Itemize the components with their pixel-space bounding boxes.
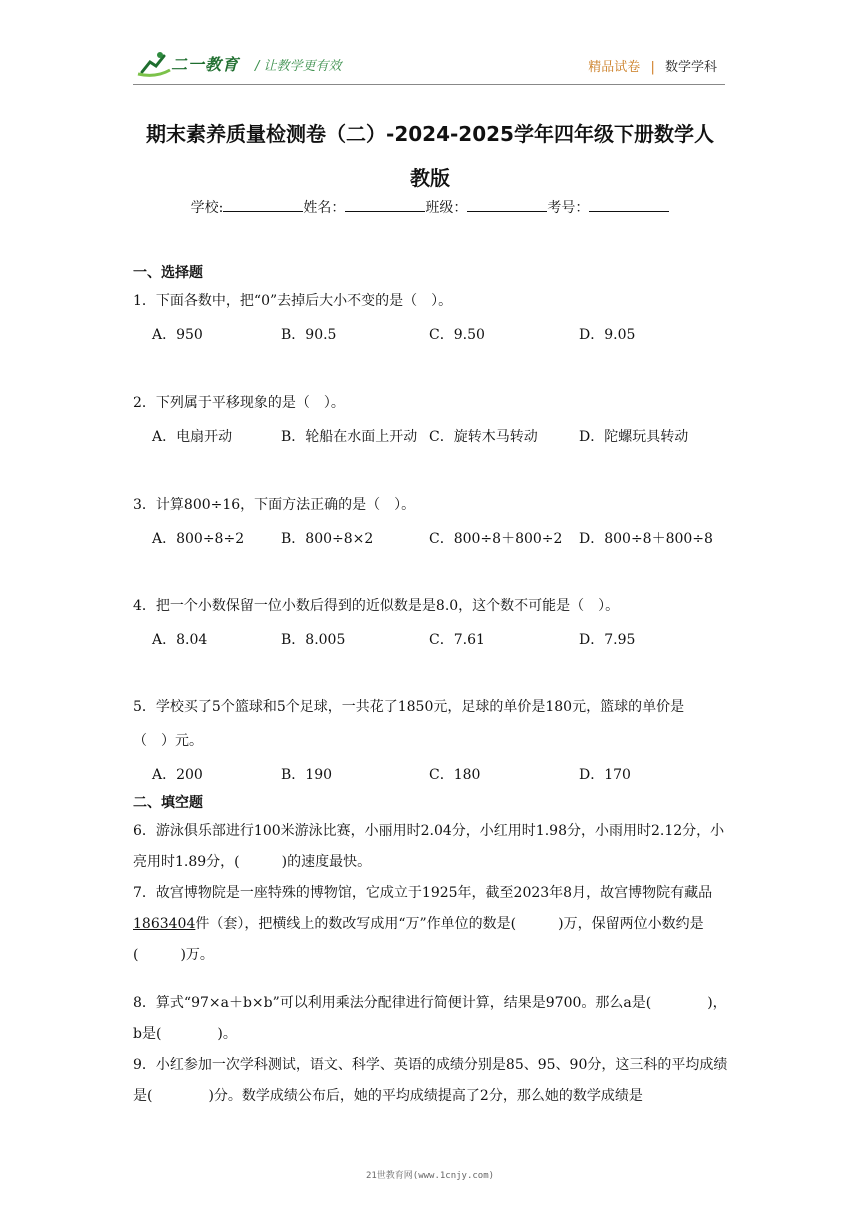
page-title — [120, 112, 740, 200]
q4-option-b: B．8.005 — [281, 632, 346, 648]
q2-option-b: B．轮船在水面上开动 — [281, 429, 418, 445]
q1-option-c: C．9.50 — [429, 327, 485, 343]
q5-option-c: C．180 — [429, 767, 481, 783]
question-6: 6．游泳俱乐部进行100米游泳比赛，小丽用时2.04分，小红用时1.98分，小雨用时2.12分，小亮用时1.89分，( )的速度最快。 — [133, 823, 725, 870]
question-5-stem-line-2: （ ）元。 — [133, 733, 203, 749]
question-7 — [133, 878, 731, 971]
question-1-stem: 1．下面各数中，把“0”去掉后大小不变的是（ ）。 — [133, 293, 453, 309]
q2-option-d: D．陀螺玩具转动 — [579, 429, 689, 445]
q2-option-a: A．电扇开动 — [152, 429, 233, 445]
header-right — [588, 56, 717, 75]
header-divider — [133, 84, 725, 85]
q4-option-c: C．7.61 — [429, 632, 485, 648]
name-label: 姓名： — [303, 200, 346, 216]
title-line-2: 教版 — [410, 166, 450, 190]
q1-option-a: A．950 — [152, 327, 203, 343]
question-4-stem: 4．把一个小数保留一位小数后得到的近似数是是8.0，这个数不可能是（ ）。 — [133, 598, 620, 614]
page-footer: 21世教育网(www.1cnjy.com) — [365, 1171, 495, 1181]
number-label: 考号： — [547, 200, 590, 216]
header-separator: | — [650, 60, 655, 75]
number-blank[interactable] — [589, 197, 669, 212]
q2-option-c: C．旋转木马转动 — [429, 429, 538, 445]
question-2-stem: 2．下列属于平移现象的是（ ）。 — [133, 395, 345, 411]
question-3-stem: 3．计算800÷16，下面方法正确的是（ ）。 — [133, 497, 416, 513]
school-label: 学校: — [190, 200, 224, 216]
question-5-stem-line-1: 5．学校买了5个篮球和5个足球，一共花了1850元，足球的单价是180元，篮球的单价是 — [133, 699, 685, 715]
q3-option-b: B．800÷8×2 — [281, 531, 374, 547]
school-blank[interactable] — [223, 197, 303, 212]
question-9: 9．小红参加一次学科测试，语文、科学、英语的成绩分别是85、95、90分，这三科的平均成绩是( )分。数学成绩公布后，她的平均成绩提高了2分，那么她的数学成绩是 — [133, 1057, 728, 1104]
q7-underlined-number: 1863404 — [133, 916, 196, 932]
q7-text-b: 件（套），把横线上的数改写成用“万”作单位的数是( )万，保留两位小数约是( )万。 — [133, 916, 704, 963]
q3-option-c: C．800÷8＋800÷2 — [429, 531, 563, 547]
subject-label: 数学学科 — [664, 60, 717, 75]
question-8: 8．算式“97×a＋b×b”可以利用乘法分配律进行简便计算，结果是9700。那么a是( )，b是( )。 — [133, 995, 727, 1042]
q5-option-a: A．200 — [152, 767, 203, 783]
q3-option-d: D．800÷8＋800÷8 — [579, 531, 713, 547]
class-label: 班级： — [425, 200, 468, 216]
page-header — [133, 44, 725, 84]
q5-option-b: B．190 — [281, 767, 333, 783]
student-info-line — [0, 197, 860, 218]
title-line-1: 期末素养质量检测卷（二）-2024-2025学年四年级下册数学人 — [146, 122, 714, 146]
class-blank[interactable] — [467, 197, 547, 212]
section-choice-heading: 一、选择题 — [133, 265, 203, 281]
slogan: / 让教学更有效 — [255, 59, 342, 74]
name-blank[interactable] — [345, 197, 425, 212]
q4-option-a: A．8.04 — [152, 632, 208, 648]
q4-option-d: D．7.95 — [579, 632, 636, 648]
section-fill-heading: 二、填空题 — [133, 795, 203, 811]
q7-text-a: 7．故宫博物院是一座特殊的博物馆，它成立于1925年，截至2023年8月，故宫博物院有藏品 — [133, 885, 713, 901]
q1-option-d: D．9.05 — [579, 327, 636, 343]
q1-option-b: B．90.5 — [281, 327, 337, 343]
q5-option-d: D．170 — [579, 767, 631, 783]
logo-text: 二一教育 — [171, 55, 240, 74]
brand-label: 精品试卷 — [588, 60, 641, 75]
q3-option-a: A．800÷8÷2 — [152, 531, 245, 547]
